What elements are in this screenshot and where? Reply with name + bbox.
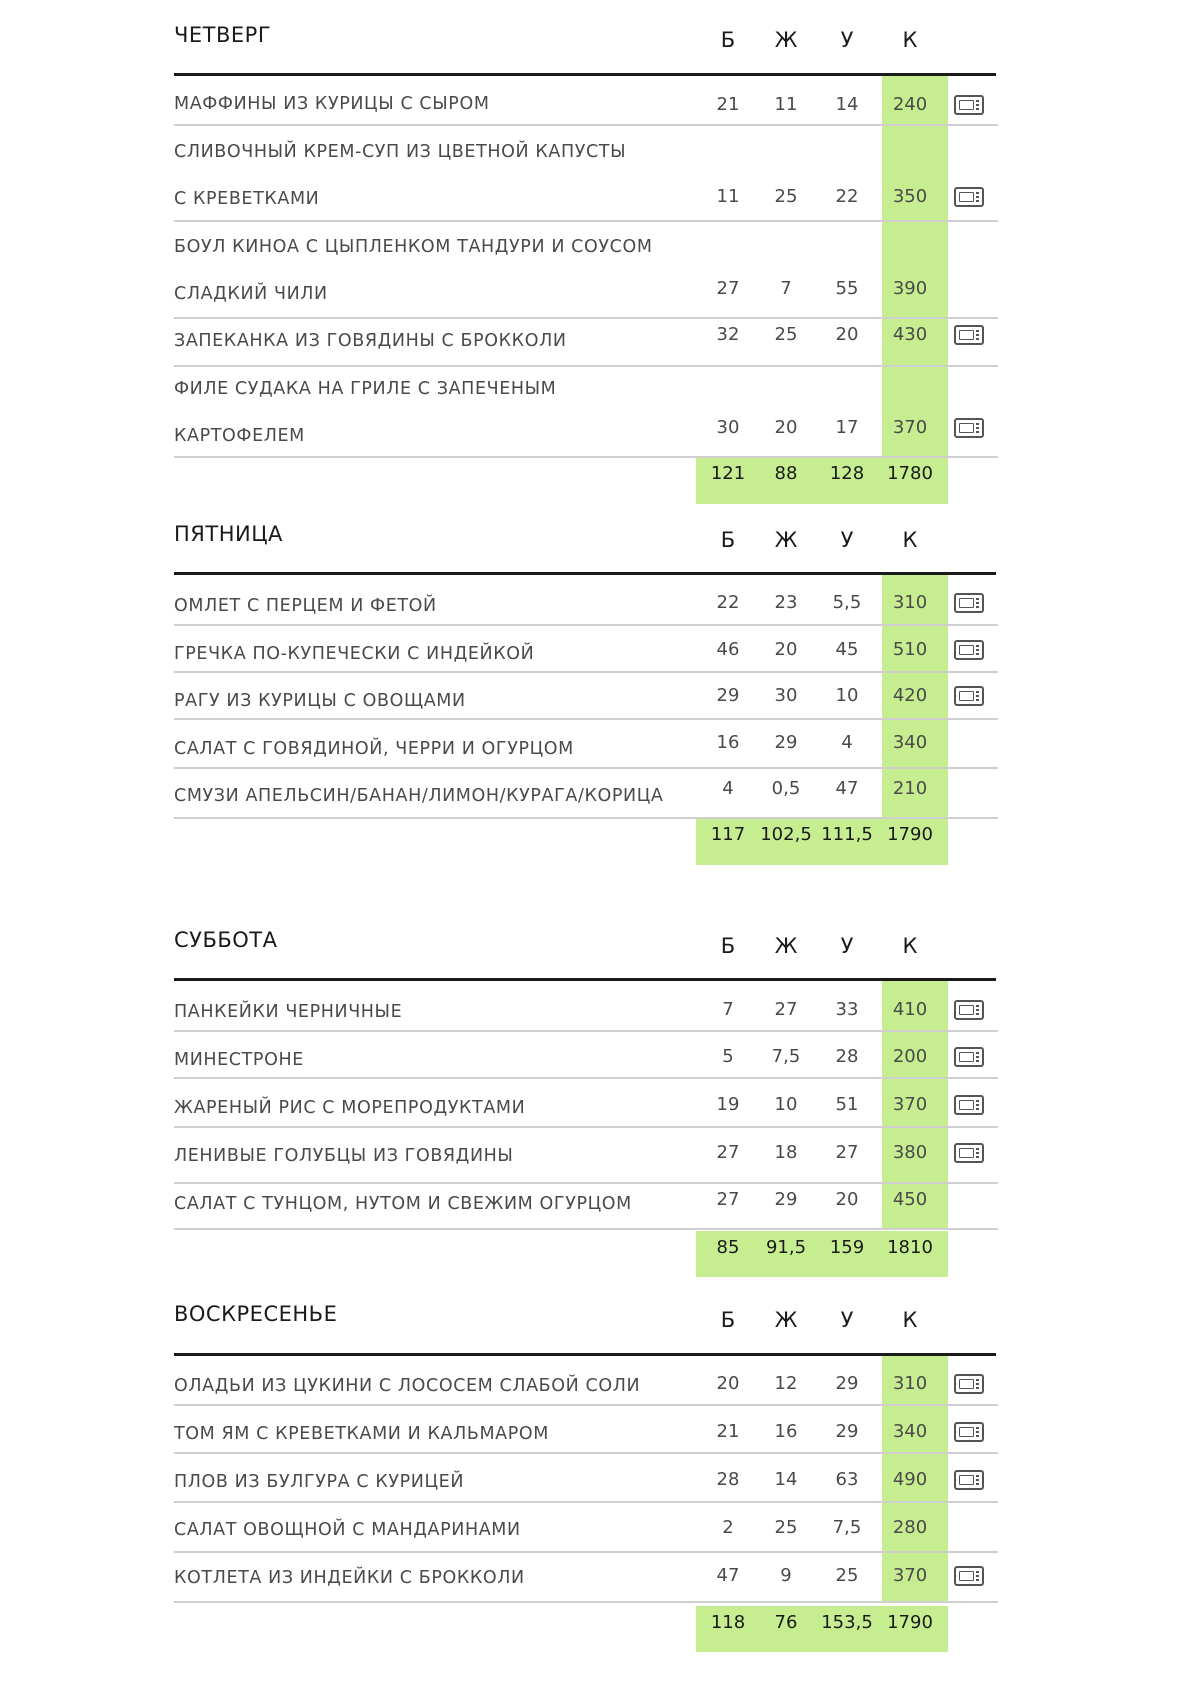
dish-name: САЛАТ С ТУНЦОМ, НУТОМ И СВЕЖИМ ОГУРЦОМ bbox=[174, 1194, 632, 1214]
column-header-zh: Ж bbox=[774, 934, 798, 958]
value-b: 29 bbox=[716, 685, 740, 706]
dish-name: САЛАТ ОВОЩНОЙ С МАНДАРИНАМИ bbox=[174, 1520, 521, 1540]
total-zh: 102,5 bbox=[760, 824, 812, 845]
dish-name: МИНЕСТРОНЕ bbox=[174, 1050, 304, 1070]
value-zh: 23 bbox=[774, 592, 798, 613]
row-divider bbox=[174, 1077, 998, 1079]
row-divider bbox=[174, 124, 998, 126]
microwave-icon bbox=[954, 686, 984, 706]
total-b: 118 bbox=[710, 1612, 746, 1633]
value-zh: 25 bbox=[774, 324, 798, 345]
dish-name: ОЛАДЬИ ИЗ ЦУКИНИ С ЛОСОСЕМ СЛАБОЙ СОЛИ bbox=[174, 1376, 641, 1396]
row-divider bbox=[174, 1452, 998, 1454]
column-header-u: У bbox=[840, 528, 854, 552]
value-u: 55 bbox=[835, 278, 859, 299]
value-zh: 20 bbox=[774, 639, 798, 660]
total-zh: 88 bbox=[774, 463, 798, 484]
value-zh: 20 bbox=[774, 417, 798, 438]
row-divider bbox=[174, 317, 998, 319]
microwave-icon bbox=[954, 418, 984, 438]
dish-name: С КРЕВЕТКАМИ bbox=[174, 189, 320, 209]
value-zh: 30 bbox=[774, 685, 798, 706]
value-u: 5,5 bbox=[832, 592, 862, 613]
value-k: 340 bbox=[892, 732, 928, 753]
dish-name: ТОМ ЯМ С КРЕВЕТКАМИ И КАЛЬМАРОМ bbox=[174, 1424, 549, 1444]
day-title: СУББОТА bbox=[174, 928, 278, 952]
value-b: 20 bbox=[716, 1373, 740, 1394]
row-divider bbox=[174, 1404, 998, 1406]
dish-name: ЖАРЕНЫЙ РИС С МОРЕПРОДУКТАМИ bbox=[174, 1098, 526, 1118]
row-divider bbox=[174, 220, 998, 222]
row-divider bbox=[174, 671, 998, 673]
value-u: 22 bbox=[835, 186, 859, 207]
value-zh: 9 bbox=[780, 1565, 792, 1586]
value-b: 47 bbox=[716, 1565, 740, 1586]
day-title: ВОСКРЕСЕНЬЕ bbox=[174, 1302, 338, 1326]
column-header-b: Б bbox=[720, 1308, 736, 1332]
value-b: 28 bbox=[716, 1469, 740, 1490]
section-rule bbox=[174, 572, 996, 575]
column-header-b: Б bbox=[720, 28, 736, 52]
row-divider bbox=[174, 1182, 998, 1184]
total-k: 1790 bbox=[887, 1612, 933, 1633]
microwave-icon bbox=[954, 95, 984, 115]
total-u: 153,5 bbox=[821, 1612, 873, 1633]
dish-name: МАФФИНЫ ИЗ КУРИЦЫ С СЫРОМ bbox=[174, 94, 490, 114]
row-divider bbox=[174, 1601, 998, 1603]
value-u: 51 bbox=[835, 1094, 859, 1115]
section-rule bbox=[174, 1353, 996, 1356]
row-divider bbox=[174, 1501, 998, 1503]
row-divider bbox=[174, 1030, 998, 1032]
microwave-icon bbox=[954, 1095, 984, 1115]
dish-name: ОМЛЕТ С ПЕРЦЕМ И ФЕТОЙ bbox=[174, 596, 437, 616]
dish-name: СМУЗИ АПЕЛЬСИН/БАНАН/ЛИМОН/КУРАГА/КОРИЦА bbox=[174, 786, 664, 806]
column-header-zh: Ж bbox=[774, 28, 798, 52]
value-b: 27 bbox=[716, 1189, 740, 1210]
value-zh: 25 bbox=[774, 186, 798, 207]
dish-name: БОУЛ КИНОА С ЦЫПЛЕНКОМ ТАНДУРИ И СОУСОМ bbox=[174, 237, 653, 257]
total-u: 111,5 bbox=[821, 824, 873, 845]
dish-name: ГРЕЧКА ПО-КУПЕЧЕСКИ С ИНДЕЙКОЙ bbox=[174, 644, 535, 664]
column-header-k: К bbox=[902, 934, 918, 958]
column-header-k: К bbox=[902, 28, 918, 52]
value-b: 7 bbox=[722, 999, 734, 1020]
value-b: 46 bbox=[716, 639, 740, 660]
column-header-u: У bbox=[840, 28, 854, 52]
value-zh: 27 bbox=[774, 999, 798, 1020]
value-k: 200 bbox=[892, 1046, 928, 1067]
row-divider bbox=[174, 817, 998, 819]
value-k: 430 bbox=[892, 324, 928, 345]
row-divider bbox=[174, 1228, 998, 1230]
value-b: 27 bbox=[716, 1142, 740, 1163]
value-zh: 11 bbox=[774, 94, 798, 115]
section-rule bbox=[174, 73, 996, 76]
total-b: 121 bbox=[710, 463, 746, 484]
microwave-icon bbox=[954, 187, 984, 207]
value-zh: 7,5 bbox=[771, 1046, 801, 1067]
value-k: 410 bbox=[892, 999, 928, 1020]
total-k: 1780 bbox=[887, 463, 933, 484]
value-k: 370 bbox=[892, 1094, 928, 1115]
microwave-icon bbox=[954, 1422, 984, 1442]
value-k: 310 bbox=[892, 592, 928, 613]
value-u: 28 bbox=[835, 1046, 859, 1067]
value-zh: 10 bbox=[774, 1094, 798, 1115]
value-b: 2 bbox=[722, 1517, 734, 1538]
dish-name: ЗАПЕКАНКА ИЗ ГОВЯДИНЫ С БРОККОЛИ bbox=[174, 331, 567, 351]
column-header-u: У bbox=[840, 1308, 854, 1332]
value-u: 7,5 bbox=[832, 1517, 862, 1538]
dish-name: САЛАТ С ГОВЯДИНОЙ, ЧЕРРИ И ОГУРЦОМ bbox=[174, 739, 574, 759]
microwave-icon bbox=[954, 1374, 984, 1394]
value-u: 63 bbox=[835, 1469, 859, 1490]
total-k: 1790 bbox=[887, 824, 933, 845]
column-header-b: Б bbox=[720, 528, 736, 552]
row-divider bbox=[174, 365, 998, 367]
value-k: 310 bbox=[892, 1373, 928, 1394]
value-k: 240 bbox=[892, 94, 928, 115]
value-u: 20 bbox=[835, 1189, 859, 1210]
value-b: 16 bbox=[716, 732, 740, 753]
value-u: 29 bbox=[835, 1373, 859, 1394]
value-u: 45 bbox=[835, 639, 859, 660]
value-u: 20 bbox=[835, 324, 859, 345]
value-zh: 12 bbox=[774, 1373, 798, 1394]
value-k: 370 bbox=[892, 1565, 928, 1586]
dish-name: ПАНКЕЙКИ ЧЕРНИЧНЫЕ bbox=[174, 1002, 403, 1022]
value-u: 47 bbox=[835, 778, 859, 799]
row-divider bbox=[174, 456, 998, 458]
value-u: 14 bbox=[835, 94, 859, 115]
microwave-icon bbox=[954, 1143, 984, 1163]
value-k: 370 bbox=[892, 417, 928, 438]
value-zh: 29 bbox=[774, 1189, 798, 1210]
value-b: 11 bbox=[716, 186, 740, 207]
dish-name: КАРТОФЕЛЕМ bbox=[174, 426, 305, 446]
column-header-zh: Ж bbox=[774, 528, 798, 552]
value-b: 21 bbox=[716, 94, 740, 115]
value-k: 380 bbox=[892, 1142, 928, 1163]
microwave-icon bbox=[954, 1000, 984, 1020]
microwave-icon bbox=[954, 1470, 984, 1490]
dish-name: РАГУ ИЗ КУРИЦЫ С ОВОЩАМИ bbox=[174, 691, 466, 711]
value-u: 17 bbox=[835, 417, 859, 438]
column-header-k: К bbox=[902, 1308, 918, 1332]
day-title: ПЯТНИЦА bbox=[174, 522, 283, 546]
microwave-icon bbox=[954, 325, 984, 345]
value-k: 210 bbox=[892, 778, 928, 799]
row-divider bbox=[174, 767, 998, 769]
dish-name: ЛЕНИВЫЕ ГОЛУБЦЫ ИЗ ГОВЯДИНЫ bbox=[174, 1146, 514, 1166]
microwave-icon bbox=[954, 1566, 984, 1586]
value-zh: 16 bbox=[774, 1421, 798, 1442]
value-zh: 7 bbox=[780, 278, 792, 299]
microwave-icon bbox=[954, 593, 984, 613]
value-b: 21 bbox=[716, 1421, 740, 1442]
day-title: ЧЕТВЕРГ bbox=[174, 23, 272, 47]
value-u: 27 bbox=[835, 1142, 859, 1163]
total-u: 128 bbox=[829, 463, 865, 484]
value-zh: 29 bbox=[774, 732, 798, 753]
dish-name: КОТЛЕТА ИЗ ИНДЕЙКИ С БРОККОЛИ bbox=[174, 1568, 525, 1588]
total-b: 117 bbox=[710, 824, 746, 845]
value-u: 4 bbox=[841, 732, 853, 753]
value-k: 450 bbox=[892, 1189, 928, 1210]
value-k: 350 bbox=[892, 186, 928, 207]
value-zh: 18 bbox=[774, 1142, 798, 1163]
row-divider bbox=[174, 1551, 998, 1553]
value-k: 420 bbox=[892, 685, 928, 706]
column-header-k: К bbox=[902, 528, 918, 552]
value-b: 22 bbox=[716, 592, 740, 613]
column-header-zh: Ж bbox=[774, 1308, 798, 1332]
row-divider bbox=[174, 624, 998, 626]
column-header-b: Б bbox=[720, 934, 736, 958]
total-u: 159 bbox=[829, 1237, 865, 1258]
dish-name: ФИЛЕ СУДАКА НА ГРИЛЕ С ЗАПЕЧЕНЫМ bbox=[174, 379, 557, 399]
value-u: 29 bbox=[835, 1421, 859, 1442]
total-b: 85 bbox=[716, 1237, 740, 1258]
value-u: 33 bbox=[835, 999, 859, 1020]
dish-name: СЛИВОЧНЫЙ КРЕМ-СУП ИЗ ЦВЕТНОЙ КАПУСТЫ bbox=[174, 142, 627, 162]
value-b: 30 bbox=[716, 417, 740, 438]
value-u: 10 bbox=[835, 685, 859, 706]
value-u: 25 bbox=[835, 1565, 859, 1586]
value-zh: 0,5 bbox=[771, 778, 801, 799]
value-zh: 25 bbox=[774, 1517, 798, 1538]
value-b: 19 bbox=[716, 1094, 740, 1115]
section-rule bbox=[174, 978, 996, 981]
value-zh: 14 bbox=[774, 1469, 798, 1490]
value-b: 4 bbox=[722, 778, 734, 799]
value-b: 32 bbox=[716, 324, 740, 345]
total-zh: 76 bbox=[774, 1612, 798, 1633]
value-k: 510 bbox=[892, 639, 928, 660]
row-divider bbox=[174, 1126, 998, 1128]
value-b: 27 bbox=[716, 278, 740, 299]
value-k: 490 bbox=[892, 1469, 928, 1490]
kcal-column-highlight bbox=[882, 76, 948, 456]
microwave-icon bbox=[954, 640, 984, 660]
microwave-icon bbox=[954, 1047, 984, 1067]
value-k: 280 bbox=[892, 1517, 928, 1538]
total-k: 1810 bbox=[887, 1237, 933, 1258]
total-zh: 91,5 bbox=[765, 1237, 807, 1258]
value-k: 340 bbox=[892, 1421, 928, 1442]
dish-name: СЛАДКИЙ ЧИЛИ bbox=[174, 284, 328, 304]
dish-name: ПЛОВ ИЗ БУЛГУРА С КУРИЦЕЙ bbox=[174, 1472, 465, 1492]
value-k: 390 bbox=[892, 278, 928, 299]
column-header-u: У bbox=[840, 934, 854, 958]
value-b: 5 bbox=[722, 1046, 734, 1067]
row-divider bbox=[174, 718, 998, 720]
